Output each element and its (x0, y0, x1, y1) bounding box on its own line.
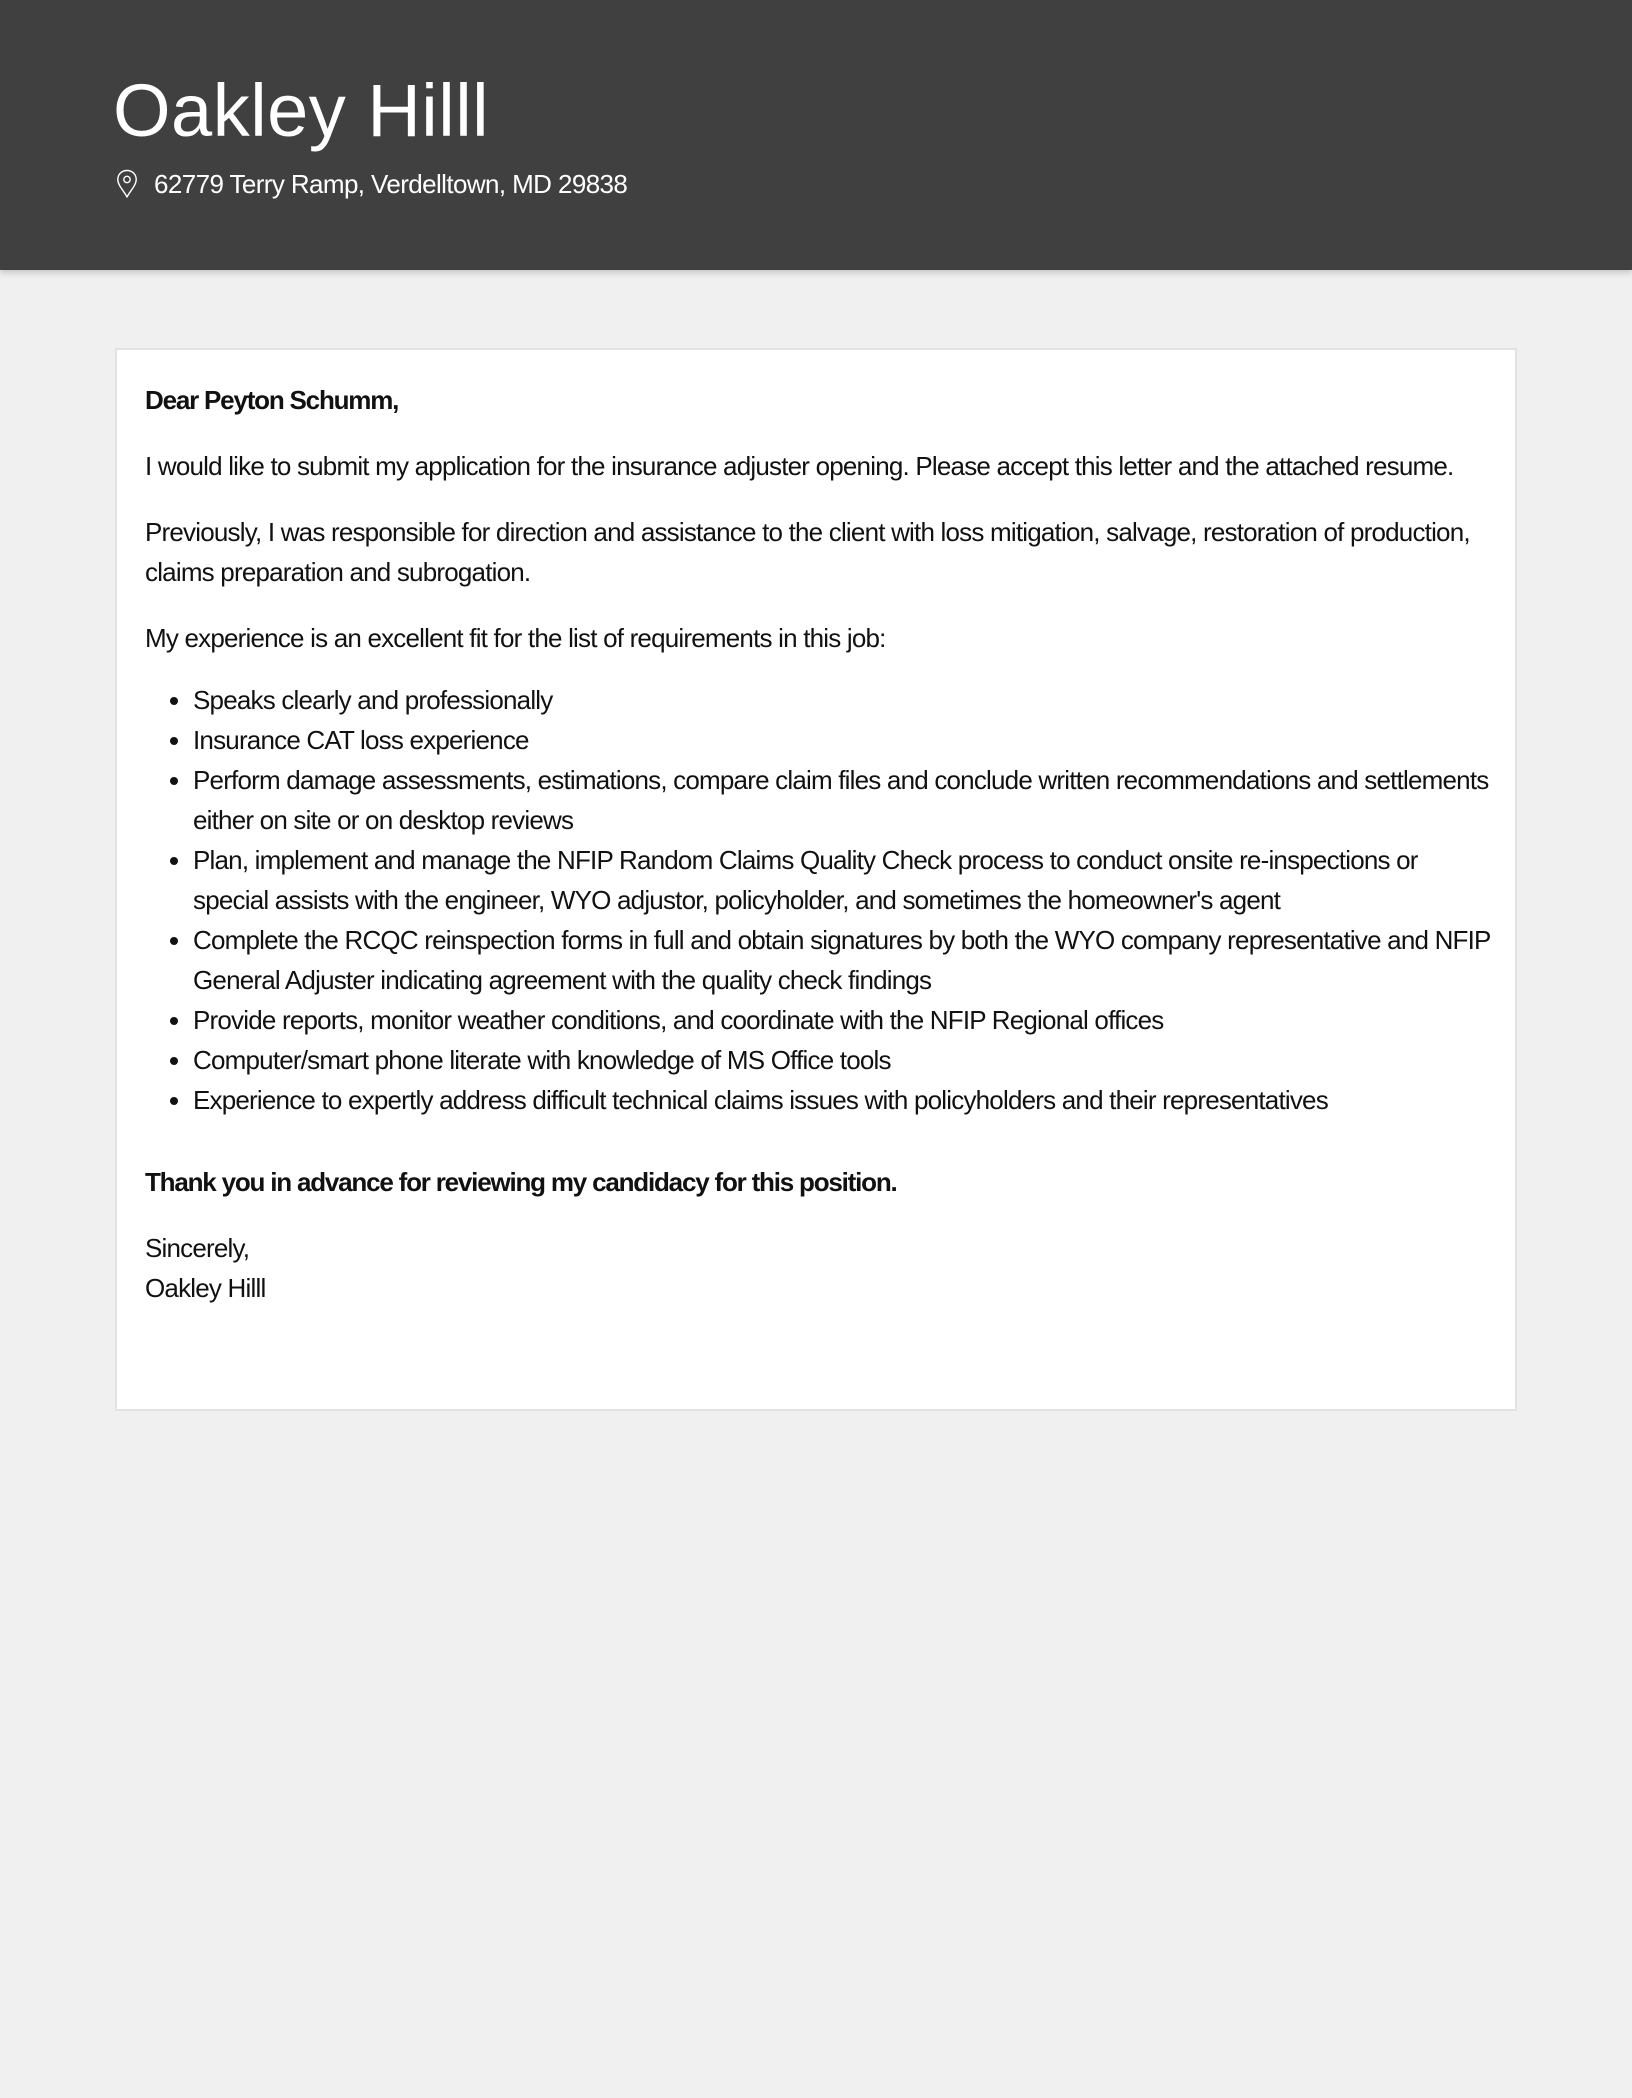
intro-paragraph: I would like to submit my application for the insurance adjuster opening. Please accept this letter and the attached resume. (145, 451, 1454, 481)
closing-thanks: Thank you in advance for reviewing my candidacy for this position. (145, 1167, 897, 1197)
salutation: Dear Peyton Schumm, (145, 385, 399, 415)
header-banner (0, 0, 1632, 270)
signature: Oakley Hilll (145, 1273, 266, 1303)
cover-letter-body (145, 380, 1495, 1308)
list-item: • Speaks clearly and professionally (193, 680, 1495, 720)
list-item: • Perform damage assessments, estimations, compare claim files and conclude written recommendations and settlements either on site or on desktop reviews (193, 760, 1495, 840)
applicant-address (116, 166, 627, 202)
list-item: • Provide reports, monitor weather conditions, and coordinate with the NFIP Regional offices (193, 1000, 1495, 1040)
map-pin-icon (116, 169, 138, 199)
cover-letter-panel (115, 348, 1517, 1411)
applicant-name: Oakley Hilll (113, 69, 490, 152)
list-item: • Plan, implement and manage the NFIP Random Claims Quality Check process to conduct onsite re-inspections or special assists with the engineer, WYO adjustor, policyholder, and sometimes the homeowner's agent (193, 840, 1495, 920)
signoff: Sincerely, (145, 1233, 250, 1263)
list-item: • Complete the RCQC reinspection forms in full and obtain signatures by both the WYO company representative and NFIP General Adjuster indicating agreement with the quality check findings (193, 920, 1495, 1000)
list-item: • Insurance CAT loss experience (193, 720, 1495, 760)
requirements-intro: My experience is an excellent fit for the list of requirements in this job: (145, 623, 886, 653)
requirements-list (145, 680, 1495, 1120)
experience-paragraph: Previously, I was responsible for direction and assistance to the client with loss mitigation, salvage, restoration of production, claims preparation and subrogation. (145, 517, 1470, 587)
list-item: • Computer/smart phone literate with knowledge of MS Office tools (193, 1040, 1495, 1080)
address-text: 62779 Terry Ramp, Verdelltown, MD 29838 (154, 168, 628, 199)
list-item: • Experience to expertly address difficult technical claims issues with policyholders and their representatives (193, 1080, 1495, 1120)
